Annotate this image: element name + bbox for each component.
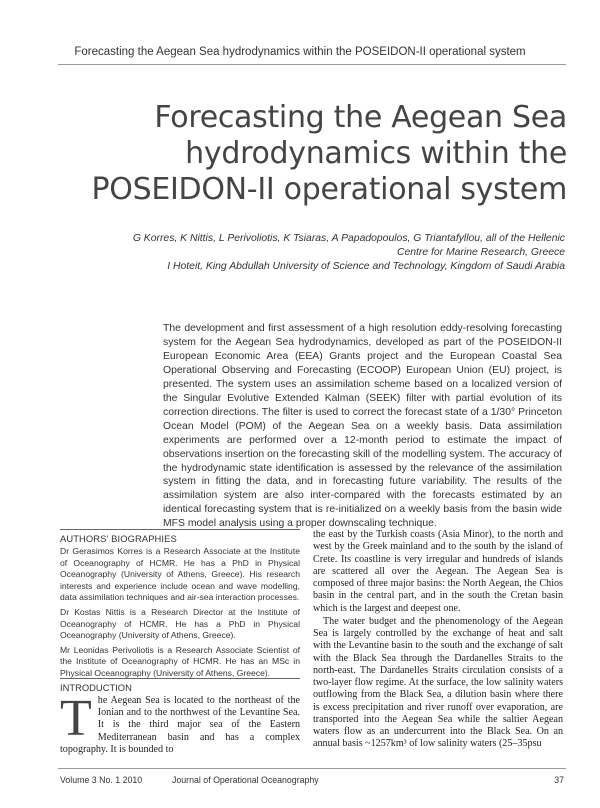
introduction-rule	[60, 678, 300, 679]
authors-line-1: G Korres, K Nittis, L Perivoliotis, K Tsiaras, A Papadopoulos, G Triantafyllou, all of the Hellenic	[132, 233, 565, 244]
body-paragraph: The water budget and the phenomenology of the Aegean Sea is largely controlled by the exchange of heat and salt with the Levantine basin to the south and the exchange of salt with the Black Sea through the Dardanelles Straits to the north-east. The Dardanelles Straits circulation consists of a two-layer flow regime. At the surface, the low salinity waters outflowing from the Black Sea, a dilution basin where there is excess precipitation and river runoff over evaporation, are transported into the Aegean Sea while the saltier Aegean waters flow as an undercurrent into the Black Sea. On an annual basis ~1257km³ of low salinity waters (25–35psu	[313, 615, 563, 750]
body-paragraph: the east by the Turkish coasts (Asia Minor), to the north and west by the Greek mainland and to the south by the island of Crete. Its coastline is very irregular and hundreds of islands are scattered all over the Aegean. The Aegean Sea is composed of three major basins: the North Aegean, the Chios basin in the central part, and in the south the Cretan basin which is the largest and deepest one.	[313, 529, 563, 614]
biography-item: Mr Leonidas Perivoliotis is a Research Associate Scientist of the Institute of Oceanography of HCMR. He has an MSc in Physical Oceanography (University of Athens, Greece).	[60, 644, 300, 678]
biography-item: Dr Kostas Nittis is a Research Director at the Institute of Oceanography of HCMR. He has a PhD in Physical Oceanography (University of Athens, Greece).	[60, 606, 300, 641]
authors-line-3: I Hoteit, King Abdullah University of Science and Technology, Kingdom of Saudi Arabia	[167, 261, 565, 272]
header-rule	[58, 64, 566, 65]
footer-journal: Journal of Operational Oceanography	[172, 775, 319, 785]
abstract: The development and first assessment of a high resolution eddy-resolving forecasting system for the Aegean Sea hydrodynamics, developed as part of the POSEIDON-II European Economic Area (EEA) Grants project and the European Coastal Sea Operational Observing and Forecasting (ECOOP) European Union (EU) project, is presented. The system uses an assimilation scheme based on a localized version of the Singular Evolutive Extended Kalman (SEEK) filter with partial evolution of its correction directions. The filter is used to correct the forecast state of a 1/30° Princeton Ocean Model (POM) of the Aegean Sea on a weekly basis. Data assimilation experiments are performed over a 12-month period to estimate the impact of observations insertion on the forecasting skill of the modelling system. The accuracy of the hydrodynamic state identification is assessed by the relevance of the assimilation system in fitting the data, and in forecasting future variability. The results of the assimilation system are also inter-compared with the forecasts estimated by an identical forecasting system that is re-initialized on a weekly basis from the basin wide MFS model analysis using a proper downscaling technique.	[163, 323, 562, 530]
footer-volume: Volume 3 No. 1 2010	[60, 775, 143, 785]
drop-cap: T	[60, 695, 92, 747]
introduction-text: he Aegean Sea is located to the northeast of the Ionian and to the northwest of the Levantine Sea. It is the third major sea of the Eastern Mediterranean basin and has a complex topography. It is bounded to	[60, 695, 300, 755]
introduction-body	[60, 695, 300, 767]
biography-item: Dr Gerasimos Korres is a Research Associate at the Institute of Oceanography of HCMR. He has a PhD in Physical Oceanography (University of Athens, Greece). His research interests and experience include ocean and wave modelling, data assimilation techniques and air-sea interaction processes.	[60, 546, 300, 603]
biographies-heading: AUTHORS' BIOGRAPHIES	[60, 533, 177, 544]
page-number: 37	[554, 775, 564, 785]
title-line-1: Forecasting the Aegean Sea	[154, 100, 567, 135]
biographies-rule	[60, 529, 300, 530]
title-line-3: POSEIDON-II operational system	[91, 172, 567, 207]
article-title	[60, 100, 567, 208]
title-line-2: hydrodynamics within the	[185, 136, 567, 171]
authors-line-2: Centre for Marine Research, Greece	[396, 247, 565, 258]
running-head: Forecasting the Aegean Sea hydrodynamics within the POSEIDON-II operational system	[74, 46, 526, 58]
body-right-column	[313, 529, 563, 767]
introduction-heading: INTRODUCTION	[60, 682, 132, 693]
biographies	[60, 546, 300, 683]
author-list	[120, 232, 565, 274]
footer-rule	[58, 768, 566, 769]
